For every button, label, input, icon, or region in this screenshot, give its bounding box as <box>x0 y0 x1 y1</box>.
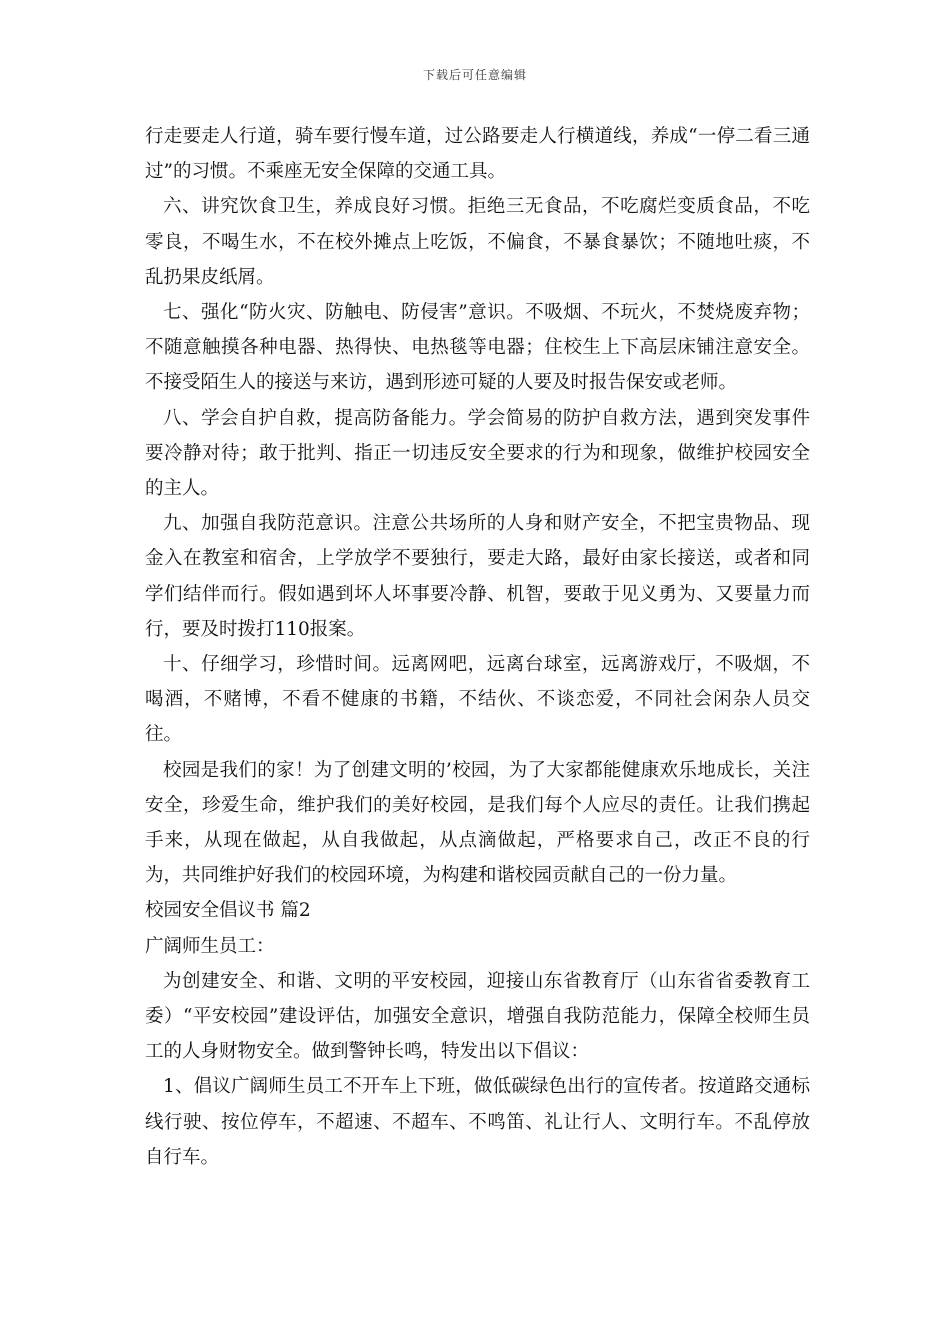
paragraph-item-10: 十、仔细学习，珍惜时间。远离网吧，远离台球室，远离游戏厅，不吸烟，不喝酒，不赌博，不看不健康的书籍，不结伙、不谈恋爱，不同社会闲杂人员交往。 <box>145 654 810 746</box>
paragraph-closing: 校园是我们的家！为了创建文明的’校园，为了大家都能健康欢乐地成长，关注安全，珍爱生命，维护我们的美好校园，是我们每个人应尽的责任。让我们携起手来，从现在做起，从自我做起，从点滴做起，严格要求自己，改正不良的行为，共同维护好我们的校园环境，为构建和谐校园贡献自己的一份力量。 <box>145 759 810 887</box>
document-body <box>145 119 810 1175</box>
paragraph-item-7: 七、强化“防火灾、防触电、防侵害”意识。不吸烟、不玩火，不焚烧废弃物；不随意触摸各种电器、热得快、电热毯等电器；住校生上下高层床铺注意安全。不接受陌生人的接送与来访，遇到形迹可疑的人要及时报告保安或老师。 <box>145 302 810 394</box>
section-title-part-2: 校园安全倡议书 篇2 <box>145 900 311 922</box>
salutation: 广阔师生员工： <box>145 935 275 957</box>
paragraph-traffic-continued: 行走要走人行道，骑车要行慢车道，过公路要走人行横道线，养成“一停二看三通过”的习惯。不乘座无安全保障的交通工具。 <box>145 126 810 183</box>
paragraph-item-8: 八、学会自护自救，提高防备能力。学会简易的防护自救方法，遇到突发事件要冷静对待；敢于批判、指正一切违反安全要求的行为和现象，做维护校园安全的主人。 <box>145 407 810 500</box>
paragraph-proposal-1: 1、倡议广阔师生员工不开车上下班，做低碳绿色出行的宣传者。按道路交通标线行驶、按位停车，不超速、不超车、不鸣笛、礼让行人、文明行车。不乱停放自行车。 <box>145 1076 810 1168</box>
paragraph-item-9: 九、加强自我防范意识。注意公共场所的人身和财产安全，不把宝贵物品、现金入在教室和宿舍，上学放学不要独行，要走大路，最好由家长接送，或者和同学们结伴而行。假如遇到坏人坏事要冷静、机智，要敢于见义勇为、又要量力而行，要及时拨打110报案。 <box>145 513 810 640</box>
paragraph-item-6: 六、讲究饮食卫生，养成良好习惯。拒绝三无食品，不吃腐烂变质食品，不吃零良，不喝生水，不在校外摊点上吃饭，不偏食，不暴食暴饮；不随地吐痰，不乱扔果皮纸屑。 <box>145 196 810 288</box>
page-header: 下载后可任意编辑 <box>422 68 527 82</box>
paragraph-intro-part-2: 为创建安全、和谐、文明的平安校园，迎接山东省教育厅（山东省省委教育工委）“平安校园”建设评估，加强安全意识，增强自我防范能力，保障全校师生员工的人身财物安全。做到警钟长鸣，特发出以下倡议： <box>145 970 810 1063</box>
